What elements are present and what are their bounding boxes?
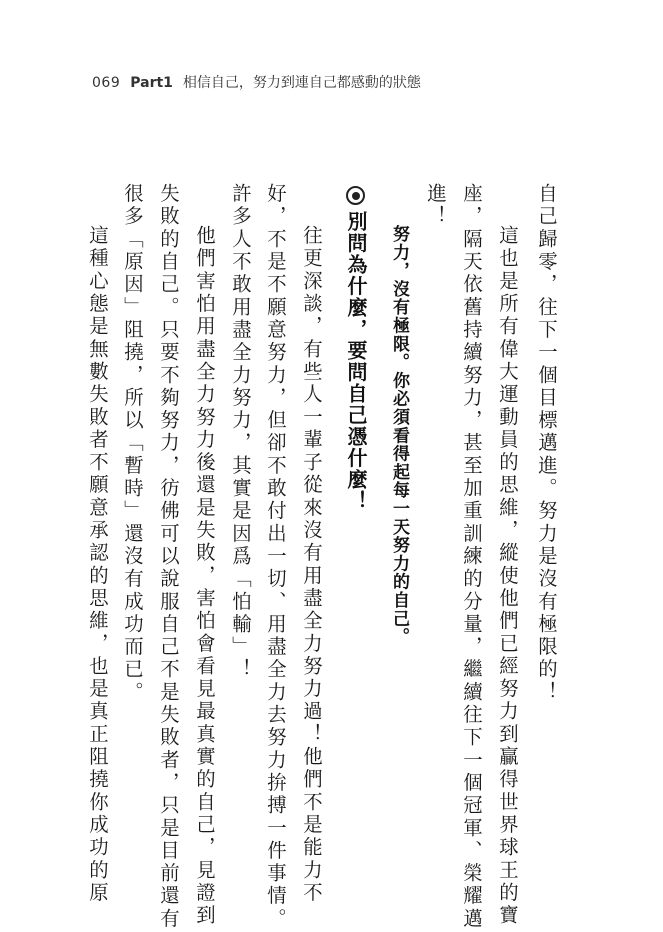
emphasis-line: 努力，沒有極限。你必須看得起每一天努力的自己。 bbox=[389, 225, 409, 646]
paragraph-line: 進！ bbox=[424, 183, 447, 229]
paragraph-line: 許多人不敢用盡全力努力，其實是因爲「怕輸」！ bbox=[229, 183, 252, 682]
section-heading: 別問為什麼，要問自己憑什麼！ bbox=[344, 211, 368, 512]
page-number: 069 bbox=[92, 75, 121, 91]
running-header bbox=[92, 72, 421, 96]
paragraph-line: 這種心態是無數失敗者不願意承認的思維，也是真正阻撓你成功的原 bbox=[86, 225, 109, 905]
chapter-title: 相信自己，努力到連自己都感動的狀態 bbox=[182, 75, 421, 91]
paragraph-line: 這也是所有偉大運動員的思維，縱使他們已經努力到贏得世界球王的寶 bbox=[496, 225, 519, 928]
bullet-circle-icon bbox=[346, 186, 365, 205]
paragraph-line: 失敗的自己。只要不夠努力，彷佛可以說服自己不是失敗者，只是目前還有 bbox=[157, 183, 180, 931]
paragraph-line: 往更深談，有些人一輩子從來沒有用盡全力努力過！他們不是能力不 bbox=[300, 225, 323, 905]
paragraph-line: 很多「原因」阻撓，所以「暫時」還沒有成功而已。 bbox=[121, 183, 144, 704]
paragraph-line: 座，隔天依舊持續努力，甚至加重訓練的分量，繼續往下一個冠軍、榮耀邁 bbox=[460, 183, 483, 931]
paragraph-line: 好，不是不願意努力，但卻不敢付出一切、用盡全力去努力拚搏一件事情。 bbox=[264, 183, 287, 931]
paragraph-line: 他們害怕用盡全力努力後還是失敗，害怕會看見最真實的自己，見證到 bbox=[193, 225, 216, 928]
part-label: Part1 bbox=[130, 75, 173, 91]
paragraph-line: 自己歸零，往下一個目標邁進。努力是沒有極限的！ bbox=[535, 183, 558, 704]
